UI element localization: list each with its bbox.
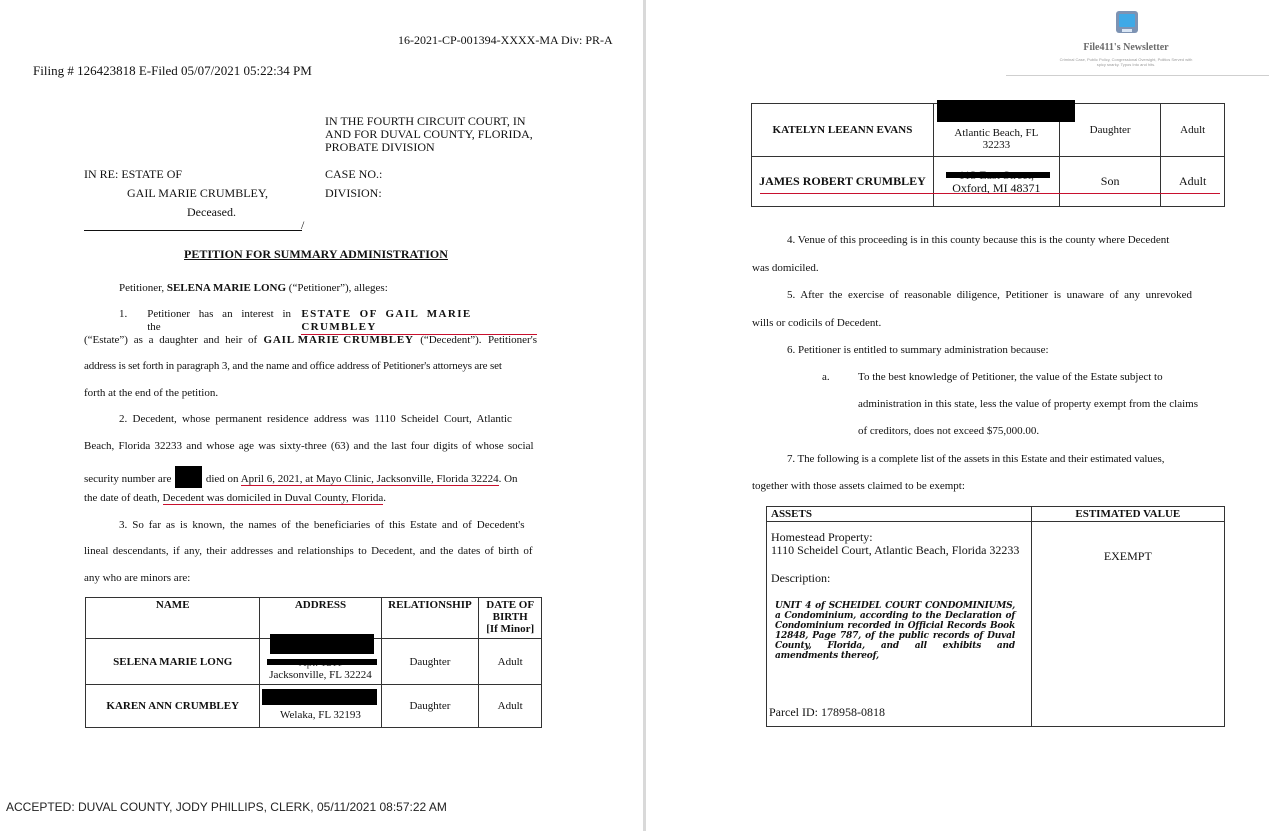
in-re-label: IN RE: ESTATE OF [84, 167, 183, 181]
para2-line4 [84, 492, 386, 505]
newsletter-name: File411's Newsletter [1083, 42, 1169, 53]
cell-value: EXEMPT [1031, 522, 1224, 727]
description-label: Description: [771, 571, 831, 585]
homestead-address: 1110 Scheidel Court, Atlantic Beach, Florida 32233 [771, 543, 1020, 557]
cell-name: KAREN ANN CRUMBLEY [86, 685, 260, 728]
cell-dob: Adult [479, 639, 542, 685]
address-redaction-1a [270, 634, 374, 654]
address-city: Oxford, MI 48371 [952, 180, 1041, 195]
newsletter-rule [1006, 75, 1269, 76]
accepted-stamp: ACCEPTED: DUVAL COUNTY, JODY PHILLIPS, CLERK, 05/11/2021 08:57:22 AM [6, 800, 447, 814]
cell-relationship: Daughter [381, 639, 479, 685]
para2-line2: Beach, Florida 32233 and whose age was sixty-three (63) and the last four digits of whose social [84, 440, 534, 452]
table-row [752, 157, 1225, 207]
division-label: DIVISION: [325, 186, 382, 200]
address-redaction-2 [262, 689, 377, 705]
decedent-bold-name: GAIL MARIE CRUMBLEY [263, 334, 414, 346]
para2-line1: 2. Decedent, whose permanent residence address was 1110 Scheidel Court, Atlantic [119, 413, 512, 425]
para6-line1: 6. Petitioner is entitled to summary administration because: [787, 344, 1049, 356]
cell-name: JAMES ROBERT CRUMBLEY [752, 157, 934, 207]
cell-relationship: Daughter [1059, 104, 1160, 157]
cell-asset-description [767, 522, 1032, 727]
para1-line1 [119, 308, 537, 335]
para5-line1: 5. After the exercise of reasonable diligence, Petitioner is unaware of any unrevoked [787, 289, 1193, 301]
case-number-header: 16-2021-CP-001394-XXXX-MA Div: PR-A [398, 33, 613, 47]
cell-address [933, 157, 1059, 207]
para2-text-a: security number are [84, 473, 172, 485]
deceased-label: Deceased. [187, 205, 236, 219]
para1-text-a: Petitioner has an interest in the [147, 308, 291, 333]
header-address: ADDRESS [260, 598, 381, 639]
caption-slash: / [301, 218, 305, 232]
intro-paragraph [119, 282, 388, 295]
para1-text-b: (“Estate”) as a daughter and heir of [84, 334, 258, 346]
document-page-2 [646, 0, 1280, 831]
cell-name: SELENA MARIE LONG [86, 639, 260, 685]
cell-relationship: Son [1059, 157, 1160, 207]
decedent-def: (“Decedent”). [420, 334, 482, 346]
petition-title: PETITION FOR SUMMARY ADMINISTRATION [184, 247, 448, 261]
para4-line2: was domiciled. [752, 262, 819, 274]
header-dob-line-1: DATE OF [486, 599, 535, 611]
para2-text-d: the date of death, [84, 492, 160, 504]
para4-line1: 4. Venue of this proceeding is in this county because this is the county where Decedent [787, 234, 1170, 246]
decedent-name: GAIL MARIE CRUMBLEY, [127, 186, 269, 200]
caption-rule [84, 230, 302, 231]
court-line-2: AND FOR DUVAL COUNTY, FLORIDA, [325, 127, 533, 141]
para1-number: 1. [119, 308, 128, 320]
address-line-1: Atlantic Beach, FL [954, 127, 1039, 139]
court-caption [325, 115, 533, 154]
para5-line2: wills or codicils of Decedent. [752, 317, 882, 329]
address-redaction-4 [946, 172, 1050, 178]
address-city: Jacksonville, FL 32224 [269, 668, 372, 681]
homestead-label: Homestead Property: [771, 530, 873, 544]
cell-relationship: Daughter [381, 685, 479, 728]
row-red-underline [760, 193, 1220, 194]
header-dob [479, 598, 542, 639]
para6a-line3: of creditors, does not exceed $75,000.00. [858, 425, 1040, 437]
assets-table [766, 506, 1225, 727]
parcel-id: Parcel ID: 178958-0818 [769, 705, 885, 719]
address-redaction-1b [267, 659, 377, 665]
para6a-line1: To the best knowledge of Petitioner, the value of the Estate subject to [858, 371, 1163, 383]
para6a-label: a. [822, 371, 830, 383]
cell-dob: Adult [1161, 157, 1225, 207]
header-name: NAME [86, 598, 260, 639]
cell-dob: Adult [479, 685, 542, 728]
newsletter-tagline: Criminal Case, Public Policy, Congressional Oversight, Politics Served with spicy snarky. Typos Into and hits. [1059, 57, 1193, 67]
court-line-3: PROBATE DIVISION [325, 140, 435, 154]
intro-pre: Petitioner, [119, 282, 167, 294]
para2-line3 [84, 466, 537, 488]
para2-text-c: . On [498, 473, 518, 485]
header-dob-line-3: [If Minor] [486, 623, 535, 635]
para7-line1: 7. The following is a complete list of the assets in this Estate and their estimated values, [787, 453, 1165, 465]
intro-post: (“Petitioner”), alleges: [286, 282, 388, 294]
address-redaction-3 [937, 100, 1075, 122]
para6a-line2: administration in this state, less the value of property exempt from the claims [858, 398, 1199, 410]
para1-line2 [84, 334, 537, 347]
para2-period: . [383, 492, 387, 504]
cell-dob: Adult [1161, 104, 1225, 157]
para3-line2: lineal descendants, if any, their addresses and relationships to Decedent, and the dates of birth of [84, 545, 533, 557]
estate-name: ESTATE OF GAIL MARIE CRUMBLEY [301, 308, 537, 335]
filing-line: Filing # 126423818 E-Filed 05/07/2021 05:22:34 PM [33, 63, 312, 78]
para1-line4: forth at the end of the petition. [84, 387, 219, 399]
address-line-2: 32233 [982, 139, 1011, 151]
header-relationship: RELATIONSHIP [381, 598, 479, 639]
para1-text-c: Petitioner's [487, 334, 537, 346]
legal-description: UNIT 4 of SCHEIDEL COURT CONDOMINIUMS, a Condominium, according to the Declaration of Condominium recorded in Official Records Book 12848, Page 787, of the public records of Duval County, Florida, and all exhibits and amendments thereof, [775, 601, 1015, 661]
court-line-1: IN THE FOURTH CIRCUIT COURT, IN [325, 114, 526, 128]
cell-name: KATELYN LEEANN EVANS [752, 104, 934, 157]
para3-line3: any who are minors are: [84, 572, 191, 584]
header-assets: ASSETS [767, 507, 1032, 522]
para7-line2: together with those assets claimed to be exempt: [752, 480, 965, 492]
table-row [767, 522, 1225, 727]
death-details: April 6, 2021, at Mayo Clinic, Jacksonville, Florida 32224 [240, 473, 499, 485]
ssn-redaction [175, 466, 202, 488]
newsletter-logo-icon [1115, 10, 1139, 36]
header-dob-line-2: BIRTH [492, 611, 528, 623]
para1-line3: address is set forth in paragraph 3, and the name and office address of Petitioner's attorneys are set [84, 360, 502, 372]
header-estimated-value: ESTIMATED VALUE [1031, 507, 1224, 522]
para3-line1: 3. So far as is known, the names of the beneficiaries of this Estate and of Decedent's [119, 519, 525, 531]
para2-text-b: died on [205, 473, 239, 485]
petitioner-name: SELENA MARIE LONG [166, 282, 287, 294]
case-no-label: CASE NO.: [325, 167, 383, 181]
domicile-statement: Decedent was domiciled in Duval County, Florida [162, 492, 384, 504]
cell-address: Welaka, FL 32193 [260, 685, 381, 728]
